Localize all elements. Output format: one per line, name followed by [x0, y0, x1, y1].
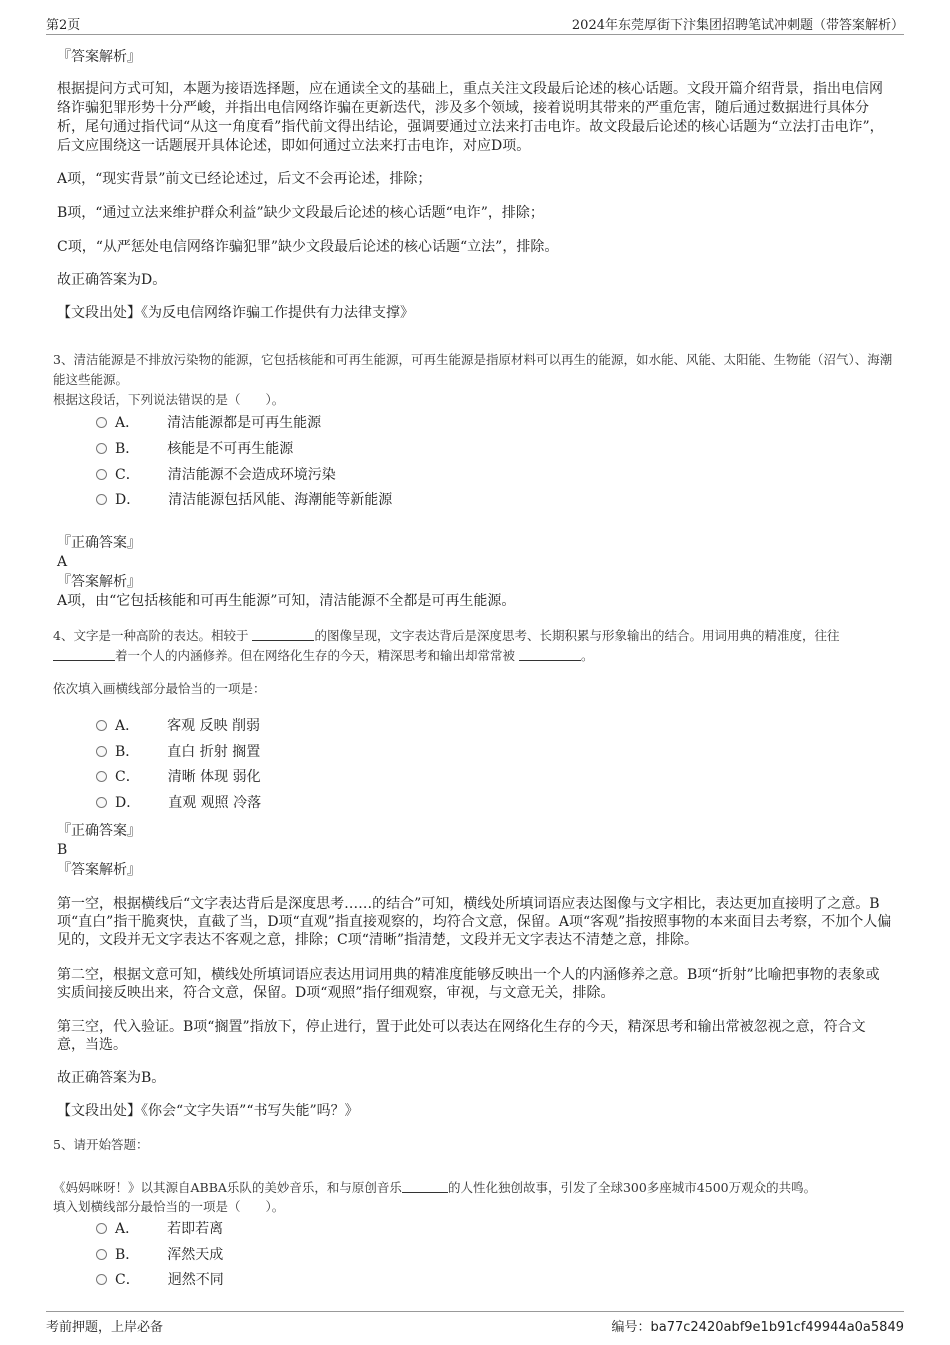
footer-slogan: 考前押题，上岸必备 — [46, 1320, 164, 1335]
q4-analysis-blank-2: 第二空，根据文意可知，横线处所填词语应表达用词用典的精准度能够反映出一个人的内涵修养之意。B项“折射”比喻把事物的表象或实质间接反映出来，符合文意，保留。D项“观照”指仔细观察，审视，与文意无关，排除。 — [57, 967, 880, 1001]
q3-ask: 根据这段话，下列说法错误的是（ ）。 — [53, 392, 285, 407]
q5-title: 5、请开始答题： — [53, 1137, 149, 1152]
q4-analysis-blank-3: 第三空，代入验证。B项“搁置”指放下，停止进行，置于此处可以表达在网络化生存的今天，精深思考和输出常被忽视之意，符合文意，当选。 — [57, 1019, 866, 1053]
q4-answer: B — [57, 842, 68, 858]
q5-option-a[interactable]: A． 若即若离 — [96, 1219, 223, 1239]
q4-option-a[interactable]: A． 客观 反映 削弱 — [96, 716, 260, 736]
page-footer — [46, 1311, 904, 1338]
q4-conclusion: 故正确答案为B。 — [57, 1070, 166, 1086]
q3-option-a[interactable]: A． 清洁能源都是可再生能源 — [96, 413, 321, 433]
q4-source: 【文段出处】《你会“文字失语”“书写失能”吗？》 — [57, 1103, 359, 1119]
q2-option-a-note: A项，“现实背景”前文已经论述过，后文不会再论述，排除； — [57, 171, 432, 187]
q2-analysis-paragraph: 根据提问方式可知，本题为接语选择题，应在通读全文的基础上，重点关注文段最后论述的核心话题。文段开篇介绍背景，指出电信网络诈骗犯罪形势十分严峻，并指出电信网络诈骗在更新迭代，涉及多个领域，接着说明其带来的严重危害，随后通过数据进行具体分析，尾句通过指代词“从这一角度看”指代前文得出结论，强调要通过立法来打击电诈。故文段最后论述的核心话题为“立法打击电诈”，后文应围绕这一话题展开具体论述，即如何通过立法来打击电诈，对应D项。 — [57, 81, 884, 154]
radio-button[interactable] — [96, 494, 107, 505]
q3-answer: A — [57, 554, 68, 570]
q3-answer-label: 『正确答案』 — [57, 535, 141, 551]
q5-ask: 填入划横线部分最恰当的一项是（ ）。 — [53, 1199, 285, 1214]
radio-button[interactable] — [96, 720, 107, 731]
q3-option-b[interactable]: B． 核能是不可再生能源 — [96, 439, 293, 459]
q2-option-b-note: B项，“通过立法来维护群众利益”缺少文段最后论述的核心话题“电诈”，排除； — [57, 205, 544, 221]
q5-stem: 《妈妈咪呀！》以其源自ABBA乐队的美妙音乐，和与原创音乐 的人性化独创故事，引发了全球300多座城市4500万观众的共鸣。 — [53, 1180, 817, 1195]
q2-option-c-note: C项，“从严惩处电信网络诈骗犯罪”缺少文段最后论述的核心话题“立法”，排除。 — [57, 239, 559, 255]
q5-option-b[interactable]: B． 浑然天成 — [96, 1245, 223, 1265]
radio-button[interactable] — [96, 771, 107, 782]
q3-option-c[interactable]: C． 清洁能源不会造成环境污染 — [96, 465, 336, 485]
q4-ask: 依次填入画横线部分最恰当的一项是： — [53, 681, 266, 696]
q2-analysis-label: 『答案解析』 — [57, 49, 141, 65]
q4-option-c[interactable]: C． 清晰 体现 弱化 — [96, 767, 261, 787]
q4-answer-label: 『正确答案』 — [57, 823, 141, 839]
document-title: 2024年东莞厚街下汴集团招聘笔试冲刺题（带答案解析） — [571, 18, 904, 33]
radio-button[interactable] — [96, 417, 107, 428]
q3-option-d[interactable]: D． 清洁能源包括风能、海潮能等新能源 — [96, 490, 392, 510]
radio-button[interactable] — [96, 1249, 107, 1260]
q4-option-d[interactable]: D． 直观 观照 冷落 — [96, 793, 261, 813]
radio-button[interactable] — [96, 746, 107, 757]
fill-blank — [402, 1180, 448, 1193]
fill-blank-1 — [252, 628, 314, 641]
q4-analysis-label: 『答案解析』 — [57, 862, 141, 878]
fill-blank-2 — [53, 648, 115, 661]
radio-button[interactable] — [96, 1274, 107, 1285]
q4-analysis-blank-1: 第一空，根据横线后“文字表达背后是深度思考……的结合”可知，横线处所填词语应表达图像与文字相比，表达更加直接明了之意。B项“直白”指干脆爽快，直截了当，D项“直观”指直接观察的，均符合文意，保留。A项“客观”指按照事物的本来面目去考察，不加个人偏见的，文段并无文字表达不客观之意，排除；C项“清晰”指清楚，文段并无文字表达不清楚之意，排除。 — [57, 896, 892, 948]
q2-conclusion: 故正确答案为D。 — [57, 272, 167, 288]
q3-analysis-label: 『答案解析』 — [57, 574, 141, 590]
page-header — [46, 12, 904, 35]
page-number: 第2页 — [46, 18, 81, 33]
q3-stem: 3、清洁能源是不排放污染物的能源，它包括核能和可再生能源，可再生能源是指原材料可以再生的能源，如水能、风能、太阳能、生物能（沼气）、海潮能这些能源。 — [53, 352, 893, 387]
radio-button[interactable] — [96, 443, 107, 454]
radio-button[interactable] — [96, 1223, 107, 1234]
radio-button[interactable] — [96, 469, 107, 480]
radio-button[interactable] — [96, 797, 107, 808]
q3-analysis: A项，由“它包括核能和可再生能源”可知，清洁能源不全都是可再生能源。 — [57, 593, 516, 609]
q2-source: 【文段出处】《为反电信网络诈骗工作提供有力法律支撑》 — [57, 305, 414, 321]
q4-stem: 4、文字是一种高阶的表达。相较于 的图像呈现，文字表达背后是深度思考、长期积累与形象输出的结合。用词用典的精准度，往往 着一个人的内涵修养。但在网络化生存的今天，精深思考和输出却常常被 。 — [53, 628, 840, 663]
q4-option-b[interactable]: B． 直白 折射 搁置 — [96, 742, 260, 762]
q5-option-c[interactable]: C． 迥然不同 — [96, 1270, 224, 1290]
document-code: 编号：ba77c2420abf9e1b91cf49944a0a5849 — [611, 1320, 904, 1335]
fill-blank-3 — [519, 648, 581, 661]
